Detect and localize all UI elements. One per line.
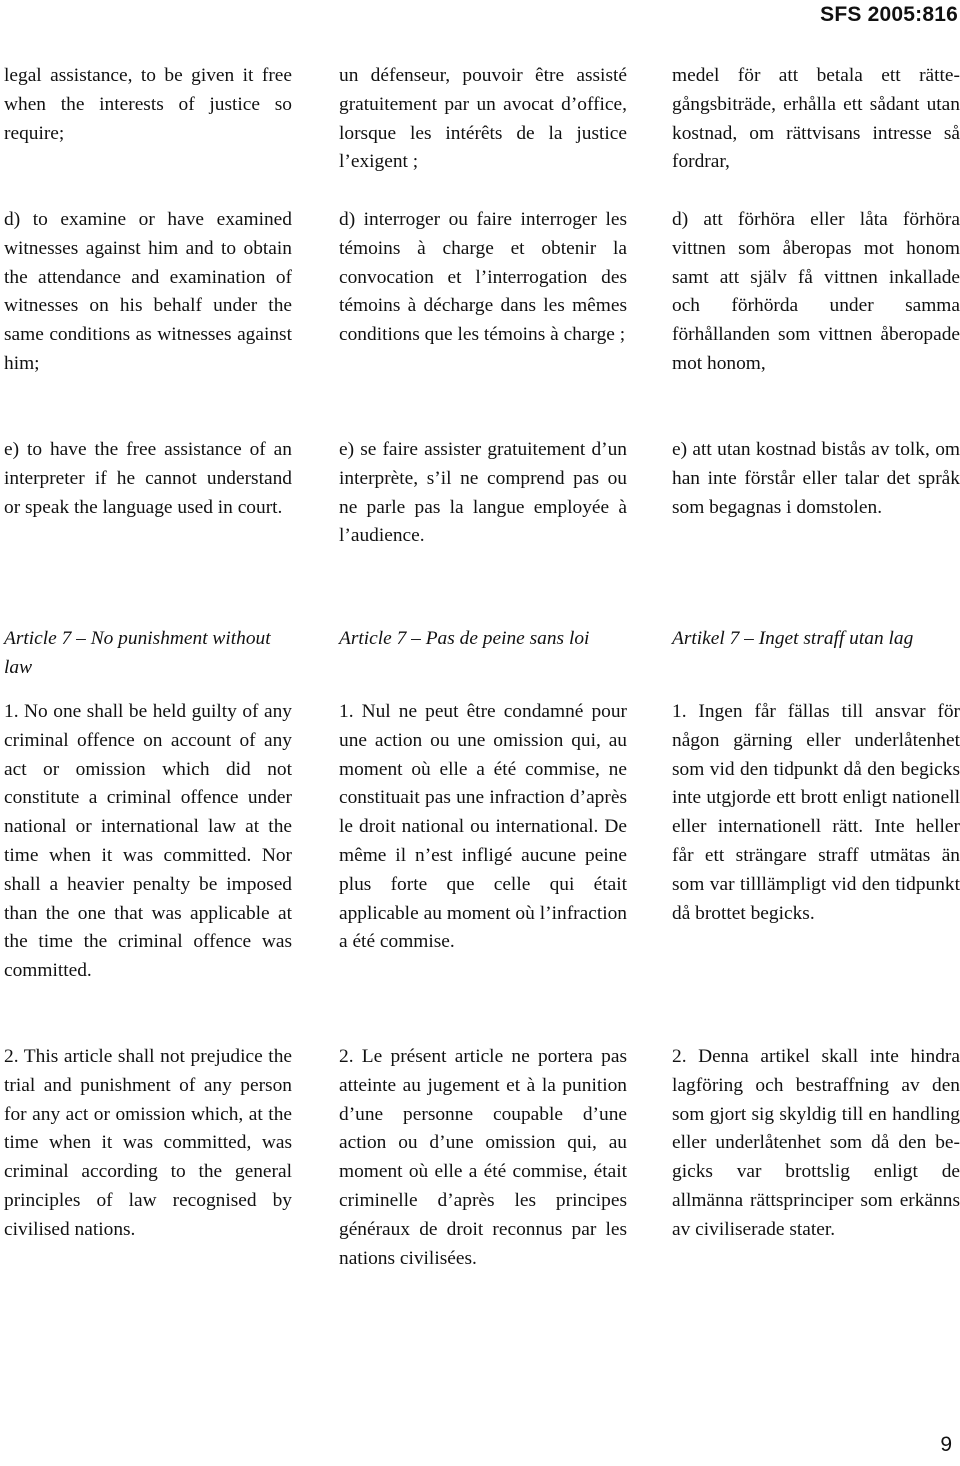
paragraph-c: legal assistance, to be given it free when the interests of justice so require; <box>4 65 292 144</box>
article-7-paragraph-2: 2. Le présent article ne portera pas atteinte au jugement et à la punition d’une personne coupable d’une action ou d’une omission qui, au moment où elle a été commise, était criminelle d’après les principes généraux de droit reconnus par les nations civilisées. <box>339 1046 627 1269</box>
page-number: 9 <box>940 1433 952 1456</box>
document-reference-number: SFS 2005:816 <box>820 3 958 26</box>
article-7-heading: Artikel 7 – Inget straff utan lag <box>672 628 914 649</box>
article-7-paragraph-1: 1. Nul ne peut être condamné pour une action ou une omission qui, au moment où elle a été commise, ne constituait pas une infraction d’après le droit national ou international. De même il n’est infligé aucune peine plus forte que celle qui était applicable au moment où l’infraction a été commise. <box>339 701 627 953</box>
paragraph-d: d) att förhöra eller låta förhöra vittnen som åberopas mot honom samt att själv få vittnen inkallade och förhörda under samma förhållanden som vittnen åberopade mot honom, <box>672 209 960 374</box>
article-7-paragraph-2: 2. Denna artikel skall inte hindra lagföring och bestraffning av den som gjort sig skyldig till en handling eller underlåtenhet som då den begicks var brottslig enligt de allmänna rättsprinciper som erkänns av civiliserade stater. <box>672 1046 960 1240</box>
paragraph-e: e) to have the free assistance of an interpreter if he cannot understand or speak the language used in court. <box>4 439 292 518</box>
paragraph-e: e) att utan kostnad bistås av tolk, om han inte förstår eller talar det språk som begagnas i domstolen. <box>672 439 960 518</box>
article-7-paragraph-1: 1. Ingen får fällas till ansvar för någon gärning eller underlåtenhet som vid den tidpunkt då den begicks inte utgjorde ett brott enligt nationell eller internationell rätt. Inte heller får ett strängare straff utmätas än som var tilllämpligt vid den tidpunkt då brottet begicks. <box>672 701 960 924</box>
article-7-heading: Article 7 – Pas de peine sans loi <box>339 628 590 649</box>
paragraph-d: d) to examine or have examined witnesses against him and to obtain the attendance and examination of witnesses on his behalf under the same conditions as witnesses against him; <box>4 209 292 374</box>
paragraph-c: un défenseur, pouvoir être assisté gratuitement par un avocat d’office, lorsque les intérêts de la justice l’exigent ; <box>339 65 627 173</box>
paragraph-c: medel för att betala ett rättegångsbiträde, erhålla ett sådant utan kostnad, om rättvisans intresse så fordrar, <box>672 65 960 173</box>
paragraph-d: d) interroger ou faire interroger les témoins à charge et obtenir la convocation et l’interrogation des témoins à décharge dans les mêmes conditions que les témoins à charge ; <box>339 209 627 346</box>
article-7-paragraph-2: 2. This article shall not prejudice the trial and punishment of any person for any act or omission which, at the time when it was committed, was criminal according to the general principles of law recognised by civilised nations. <box>4 1046 292 1240</box>
paragraph-e: e) se faire assister gratuitement d’un interprète, s’il ne comprend pas ou ne parle pas la langue employée à l’audience. <box>339 439 627 547</box>
article-7-heading: Article 7 – No punishment without law <box>4 628 271 678</box>
article-7-paragraph-1: 1. No one shall be held guilty of any criminal offence on account of any act or omission which did not constitute a criminal offence under national or international law at the time when it was committed. Nor shall a heavier penalty be imposed than the one that was applicable at the time the criminal offence was committed. <box>4 701 292 982</box>
